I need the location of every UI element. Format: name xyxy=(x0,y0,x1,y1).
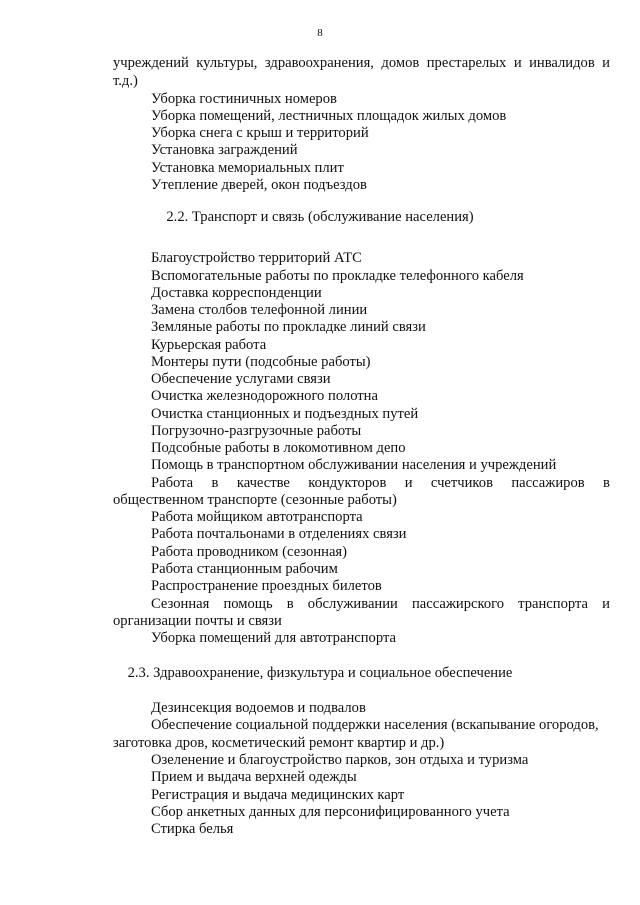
list-item: Очистка станционных и подъездных путей xyxy=(151,406,419,422)
list-item: Монтеры пути (подсобные работы) xyxy=(151,354,371,370)
list-item: Помощь в транспортном обслуживании населения и учреждений xyxy=(151,457,557,473)
list-item: Работа станционным рабочим xyxy=(151,561,338,577)
list-item: Прием и выдача верхней одежды xyxy=(151,769,357,785)
list-item: Установка заграждений xyxy=(151,142,298,158)
list-item: Работа мойщиком автотранспорта xyxy=(151,509,363,525)
list-item: Курьерская работа xyxy=(151,337,267,353)
list-item: Уборка снега с крыш и территорий xyxy=(151,125,369,141)
wrapped-item-continuation: общественном транспорте (сезонные работы) xyxy=(113,492,397,508)
wrapped-item-justified-line: Сезонная помощь в обслуживании пассажирского транспорта и xyxy=(151,596,610,612)
list-item: Регистрация и выдача медицинских карт xyxy=(151,787,405,803)
list-item: Работа почтальонами в отделениях связи xyxy=(151,526,407,542)
section-heading: 2.3. Здравоохранение, физкультура и социальное обеспечение xyxy=(127,665,513,681)
list-item: Замена столбов телефонной линии xyxy=(151,302,368,318)
wrapped-item-continuation: организации почты и связи xyxy=(113,613,282,629)
intro-continuation: т.д.) xyxy=(113,73,138,89)
list-item: Уборка помещений для автотранспорта xyxy=(151,630,396,646)
page-number: 8 xyxy=(317,27,323,39)
list-item: Установка мемориальных плит xyxy=(151,160,344,176)
list-item: Благоустройство территорий АТС xyxy=(151,250,362,266)
section-heading: 2.2. Транспорт и связь (обслуживание населения) xyxy=(166,209,474,225)
list-item: Стирка белья xyxy=(151,821,234,837)
list-item: Земляные работы по прокладке линий связи xyxy=(151,319,426,335)
list-item: Уборка помещений, лестничных площадок жилых домов xyxy=(151,108,507,124)
list-item: Подсобные работы в локомотивном депо xyxy=(151,440,406,456)
wrapped-item-justified-line: Работа в качестве кондукторов и счетчиков пассажиров в xyxy=(151,475,610,491)
list-item: Озеленение и благоустройство парков, зон отдыха и туризма xyxy=(151,752,529,768)
list-item: Работа проводником (сезонная) xyxy=(151,544,347,560)
list-item: Дезинсекция водоемов и подвалов xyxy=(151,700,366,716)
list-item: Сбор анкетных данных для персонифицированного учета xyxy=(151,804,510,820)
wrapped-item-continuation: заготовка дров, косметический ремонт квартир и др.) xyxy=(113,735,445,751)
list-item: Уборка гостиничных номеров xyxy=(151,91,337,107)
list-item: Утепление дверей, окон подъездов xyxy=(151,177,367,193)
list-item: Вспомогательные работы по прокладке телефонного кабеля xyxy=(151,268,524,284)
intro-justified-line: учреждений культуры, здравоохранения, домов престарелых и инвалидов и xyxy=(113,55,610,71)
list-item: Очистка железнодорожного полотна xyxy=(151,388,378,404)
wrapped-item-first-line: Обеспечение социальной поддержки населения (вскапывание огородов, xyxy=(151,717,599,733)
list-item: Погрузочно-разгрузочные работы xyxy=(151,423,362,439)
list-item: Обеспечение услугами связи xyxy=(151,371,331,387)
list-item: Доставка корреспонденции xyxy=(151,285,322,301)
list-item: Распространение проездных билетов xyxy=(151,578,382,594)
